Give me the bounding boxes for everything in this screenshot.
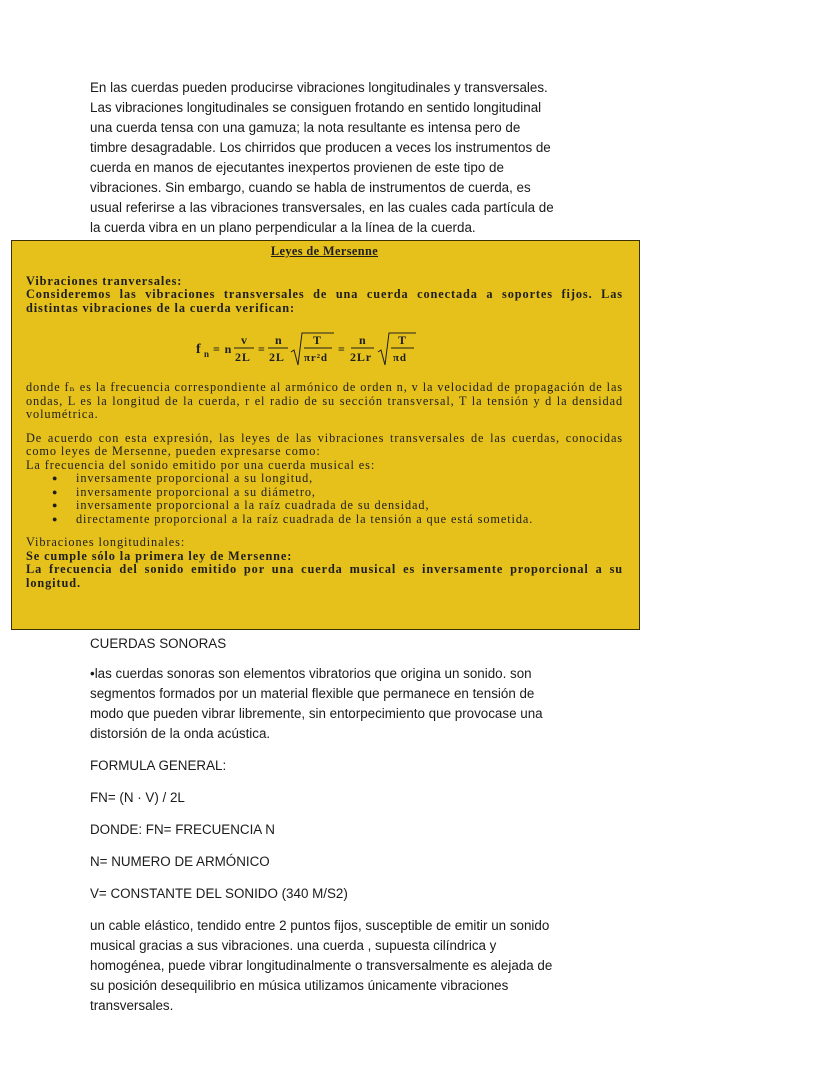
formula-v: v — [241, 333, 248, 347]
v-definition: V= CONSTANTE DEL SONIDO (340 M/S2) — [90, 886, 348, 901]
formula-pid: πd — [393, 352, 407, 364]
formula-f: f — [196, 342, 202, 357]
cuerdas-paragraph: •las cuerdas sonoras son elementos vibratorios que origina un sonido. son segmentos formados por un material flexible que permanece en tensión de modo que pueden vibrar libremente, sin entorpecimiento que provocase una distorsión de la onda acústica. — [90, 666, 543, 741]
law-item: ● inversamente proporcional a su diámetro, — [76, 486, 623, 500]
formula-pir2d: πr²d — [304, 352, 328, 364]
mersenne-formula — [26, 325, 623, 373]
general-formula: FN= (N · V) / 2L — [90, 790, 185, 805]
formula-eq2: = — [258, 342, 266, 356]
formula-n2: n — [359, 333, 367, 347]
formula-eq1: = n — [213, 342, 233, 356]
n-definition: N= NUMERO DE ARMÓNICO — [90, 854, 270, 869]
longitudinal-line2: La frecuencia del sonido emitido por una cuerda musical es inversamente proporcional a su longitud. — [26, 562, 623, 590]
formula-den3: 2Lr — [350, 350, 373, 364]
acuerdo-paragraph: De acuerdo con esta expresión, las leyes de las vibraciones transversales de las cuerdas, conocidas como leyes de Mersenne, pueden expresarse como: — [26, 430, 623, 458]
formula-t2: T — [398, 333, 407, 347]
cable-paragraph: un cable elástico, tendido entre 2 puntos fijos, susceptible de emitir un sonido musical gracias a sus vibraciones. una cuerda , supuesta cilíndrica y homogénea, puede vibrar longitudinalmente o transversalmente es alejada de su posición desequilibrio en música utilizamos únicamente vibraciones transversales. — [90, 918, 553, 1013]
longitudinal-line1: Se cumple sólo la primera ley de Mersenne: — [26, 548, 293, 563]
donde-explanation: donde fₙ es la frecuencia correspondiente al armónico de orden n, v la velocidad de propagación de las ondas, L es la longitud de la cuerda, r el radio de su sección transversal, T la tensión y d la densidad volumétrica. — [26, 380, 623, 421]
intro-line: la cuerda vibra en un plano perpendicular a la línea de la cuerda. — [90, 220, 476, 235]
intro-line: usual referirse a las vibraciones transversales, en las cuales cada partícula de — [90, 200, 554, 215]
formula-heading: FORMULA GENERAL: — [90, 758, 227, 773]
cuerdas-sonoras-section — [90, 634, 566, 1026]
intro-line: una cuerda tensa con una gamuza; la nota resultante es intensa pero de — [90, 120, 521, 135]
formula-eq3: = — [338, 342, 346, 356]
transverse-heading: Vibraciones tranversales: — [26, 273, 183, 288]
section-heading: CUERDAS SONORAS — [90, 636, 227, 651]
donde-definition: DONDE: FN= FRECUENCIA N — [90, 822, 275, 837]
transverse-intro: Consideremos las vibraciones transversales de una cuerda conectada a soportes fijos. Las distintas vibraciones de la cuerda verifican: — [26, 287, 623, 315]
formula-sub-n: n — [204, 349, 210, 359]
intro-line: timbre desagradable. Los chirridos que producen a veces los instrumentos de — [90, 140, 551, 155]
box-title: Leyes de Mersenne — [270, 244, 379, 258]
frecuencia-lead: La frecuencia del sonido emitido por una cuerda musical es: — [26, 457, 376, 472]
intro-line: cuerda en manos de ejecutantes inexpertos provienen de este tipo de — [90, 160, 504, 175]
intro-line: En las cuerdas pueden producirse vibraciones longitudinales y transversales. — [90, 80, 548, 95]
intro-line: Las vibraciones longitudinales se consiguen frotando en sentido longitudinal — [90, 100, 542, 115]
intro-paragraph — [90, 78, 566, 238]
law-item: ● directamente proporcional a la raíz cuadrada de la tensión a que está sometida. — [76, 513, 623, 527]
formula-den2: 2L — [269, 350, 285, 364]
law-item: ● inversamente proporcional a su longitud, — [76, 472, 623, 486]
formula-t1: T — [313, 333, 322, 347]
laws-list — [26, 472, 623, 526]
intro-line: vibraciones. Sin embargo, cuando se habla de instrumentos de cuerda, es — [90, 180, 531, 195]
formula-den1: 2L — [235, 350, 251, 364]
longitudinal-heading: Vibraciones longitudinales: — [26, 535, 186, 549]
mersenne-laws-box — [11, 240, 640, 630]
law-item: ● inversamente proporcional a la raíz cuadrada de su densidad, — [76, 499, 623, 513]
formula-n1: n — [275, 333, 283, 347]
